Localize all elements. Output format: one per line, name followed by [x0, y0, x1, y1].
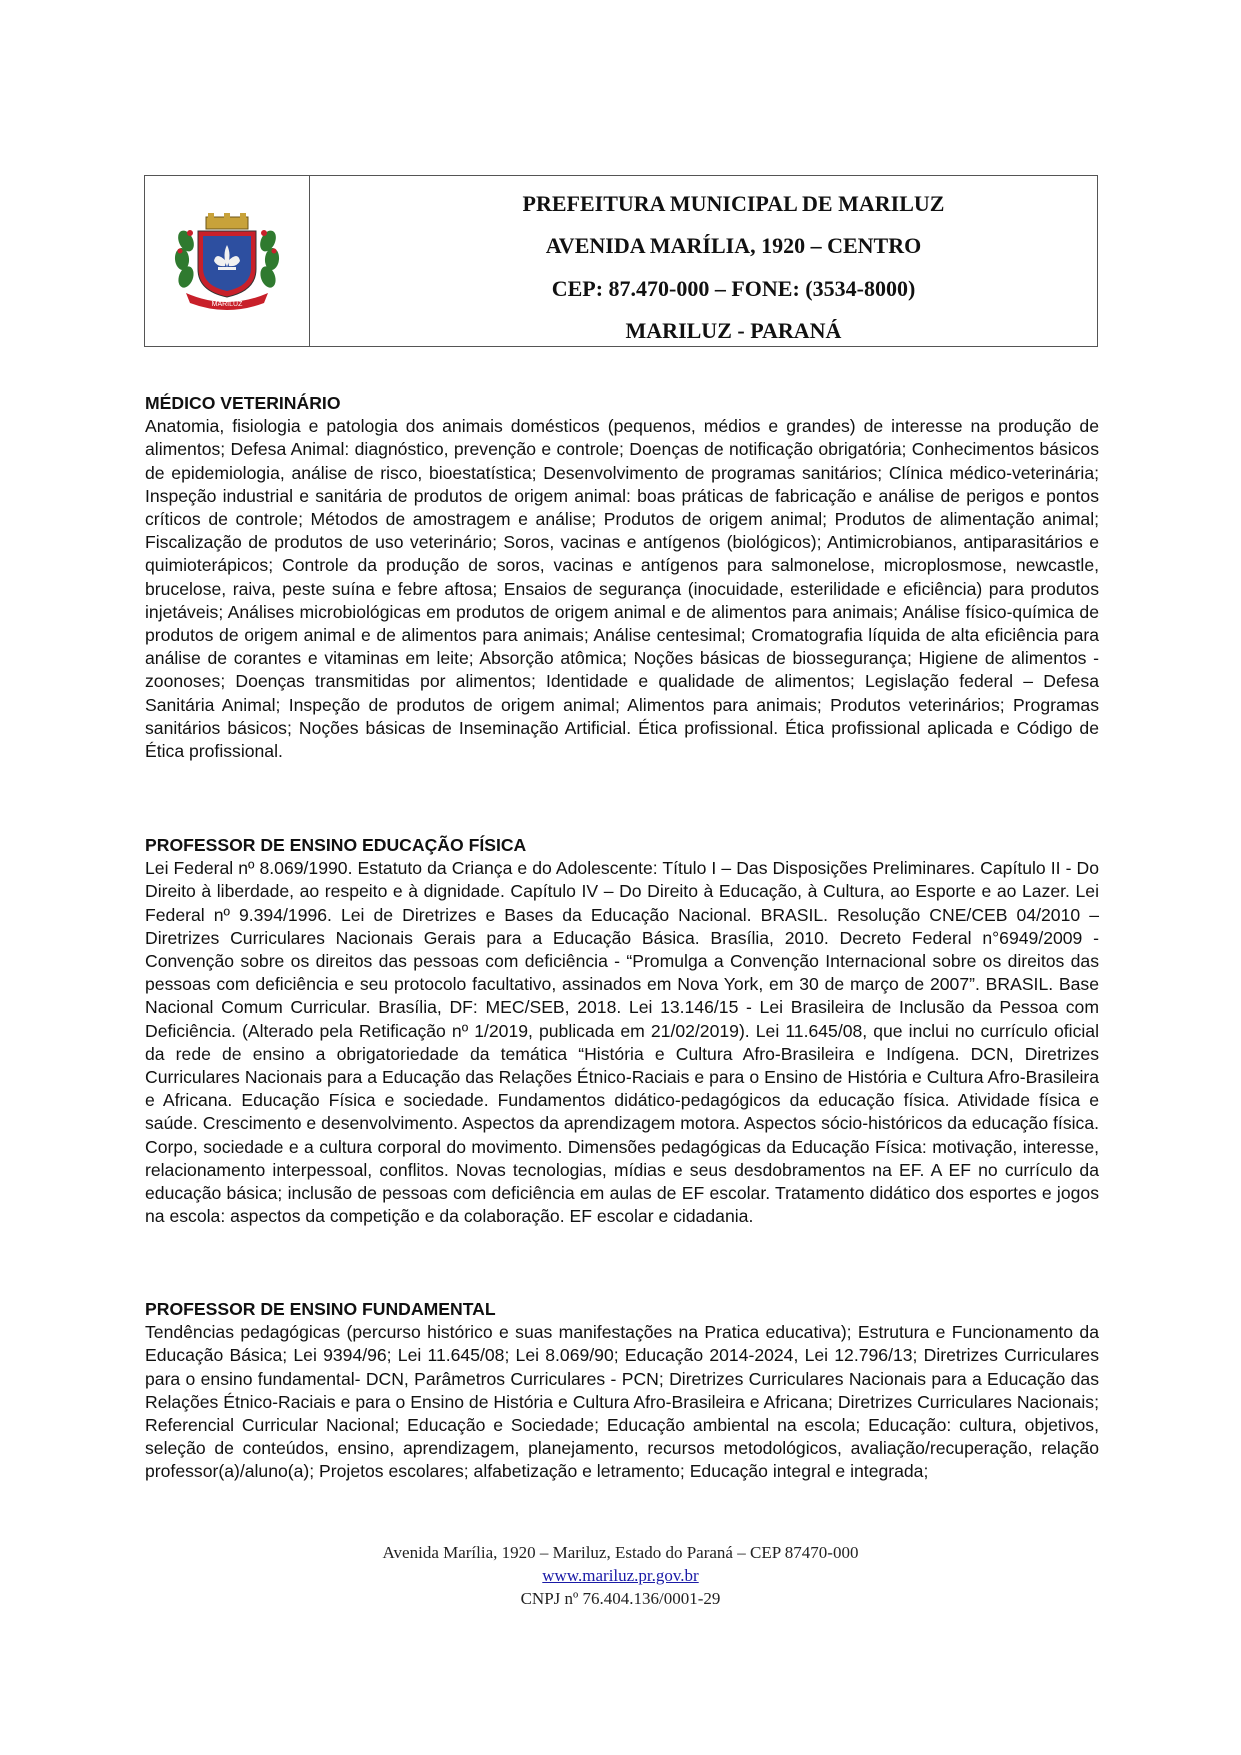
header-city-state: MARILUZ - PARANÁ [625, 318, 842, 343]
municipality-name: PREFEITURA MUNICIPAL DE MARILUZ [522, 191, 945, 216]
header-contact: CEP: 87.470-000 – FONE: (3534-8000) [551, 276, 916, 301]
section-title: MÉDICO VETERINÁRIO [145, 393, 341, 413]
letterhead [144, 175, 1098, 347]
section-medico-veterinario [145, 392, 1099, 763]
page-footer [0, 1541, 1241, 1610]
section-body: Anatomia, fisiologia e patologia dos animais domésticos (pequenos, médios e grandes) de interesse na produção de alimentos; Defesa Animal: diagnóstico, prevenção e controle; Doenças de notificação obrigatória; Conhecimentos básicos de epidemiologia, análise de risco, bioestatística; Desenvolvimento de programas sanitários; Clínica médico-veterinária; Inspeção industrial e sanitária de produtos de origem animal: boas práticas de fabricação e análise de perigos e pontos críticos de controle; Métodos de amostragem e análise; Produtos de origem animal; Produtos de alimentação animal; Fiscalização de produtos de uso veterinário; Soros, vacinas e antígenos (biológicos); Antimicrobianos, antiparasitários e quimioterápicos; Controle da produção de soros, vacinas e antígenos para salmonelose, microplosmose, newcastle, brucelose, raiva, peste suína e febre aftosa; Ensaios de segurança (inocuidade, esterilidade e eficiência) para produtos injetáveis; Análises microbiológicas em produtos de origem animal e de alimentos para animais; Análise físico-química de produtos de origem animal e de alimentos para animais; Análise centesimal; Cromatografia líquida de alta eficiência para análise de corantes e vitaminas em leite; Absorção atômica; Noções básicas de biossegurança; Higiene de alimentos - zoonoses; Doenças transmitidas por alimentos; Identidade e qualidade de alimentos; Legislação federal – Defesa Sanitária Animal; Inspeção de produtos de origem animal; Alimentos para animais; Produtos veterinários; Programas sanitários básicos; Noções básicas de Inseminação Artificial. Ética profissional. Ética profissional aplicada e Código de Ética profissional. [145, 416, 1099, 762]
municipal-crest-icon [172, 211, 282, 311]
crest-cell [145, 176, 310, 346]
footer-address: Avenida Marília, 1920 – Mariluz, Estado do Paraná – CEP 87470-000 [382, 1543, 859, 1562]
section-title: PROFESSOR DE ENSINO EDUCAÇÃO FÍSICA [145, 835, 527, 855]
footer-website-link[interactable]: www.mariluz.pr.gov.br [542, 1566, 699, 1585]
section-title: PROFESSOR DE ENSINO FUNDAMENTAL [145, 1299, 496, 1319]
footer-cnpj: CNPJ nº 76.404.136/0001-29 [520, 1589, 721, 1608]
header-address: AVENIDA MARÍLIA, 1920 – CENTRO [545, 233, 922, 258]
section-professor-educacao-fisica [145, 834, 1099, 1228]
section-body: Tendências pedagógicas (percurso histórico e suas manifestações na Pratica educativa); Estrutura e Funcionamento da Educação Básica; Lei 9394/96; Lei 11.645/08; Lei 8.069/90; Educação 2014-2024, Lei 12.796/13; Diretrizes Curriculares para o ensino fundamental- DCN, Parâmetros Curriculares - PCN; Diretrizes Curriculares Nacionais para a Educação das Relações Étnico-Raciais e para o Ensino de História e Cultura Afro-Brasileira e Africana; Diretrizes Curriculares Nacionais; Referencial Curricular Nacional; Educação e Sociedade; Educação ambiental na escola; Educação: cultura, objetivos, seleção de conteúdos, ensino, aprendizagem, planejamento, recursos metodológicos, avaliação/recuperação, relação professor(a)/aluno(a); Projetos escolares; alfabetização e letramento; Educação integral e integrada; [145, 1322, 1099, 1482]
section-professor-ensino-fundamental [145, 1298, 1099, 1484]
crest-banner-text: MARILUZ [211, 301, 243, 308]
letterhead-text [310, 176, 1097, 346]
section-body: Lei Federal nº 8.069/1990. Estatuto da Criança e do Adolescente: Título I – Das Disposições Preliminares. Capítulo II - Do Direito à liberdade, ao respeito e à dignidade. Capítulo IV – Do Direito à Educação, à Cultura, ao Esporte e ao Lazer. Lei Federal nº 9.394/1996. Lei de Diretrizes e Bases da Educação Nacional. BRASIL. Resolução CNE/CEB 04/2010 – Diretrizes Curriculares Nacionais Gerais para a Educação Básica. Brasília, 2010. Decreto Federal n°6949/2009 - Convenção sobre os direitos das pessoas com deficiência - “Promulga a Convenção Internacional sobre os direitos das pessoas com deficiência e seu protocolo facultativo, assinados em Nova York, em 30 de março de 2007”. BRASIL. Base Nacional Comum Curricular. Brasília, DF: MEC/SEB, 2018. Lei 13.146/15 - Lei Brasileira de Inclusão da Pessoa com Deficiência. (Alterado pela Retificação nº 1/2019, publicada em 21/02/2019). Lei 11.645/08, que inclui no currículo oficial da rede de ensino a obrigatoriedade da temática “História e Cultura Afro-Brasileira e Indígena. DCN, Diretrizes Curriculares Nacionais para a Educação das Relações Étnico-Raciais e para o Ensino de História e Cultura Afro-Brasileira e Africana. Educação Física e sociedade. Fundamentos didático-pedagógicos da educação física. Atividade física e saúde. Crescimento e desenvolvimento. Aspectos da aprendizagem motora. Aspectos sócio-históricos da educação física. Corpo, sociedade e a cultura corporal do movimento. Dimensões pedagógicas da Educação Física: motivação, interesse, relacionamento interpessoal, conflitos. Novas tecnologias, mídias e seus desdobramentos na EF. A EF no currículo da educação básica; inclusão de pessoas com deficiência em aulas de EF escolar. Tratamento didático dos esportes e jogos na escola: aspectos da competição e da colaboração. EF escolar e cidadania. [145, 858, 1099, 1227]
